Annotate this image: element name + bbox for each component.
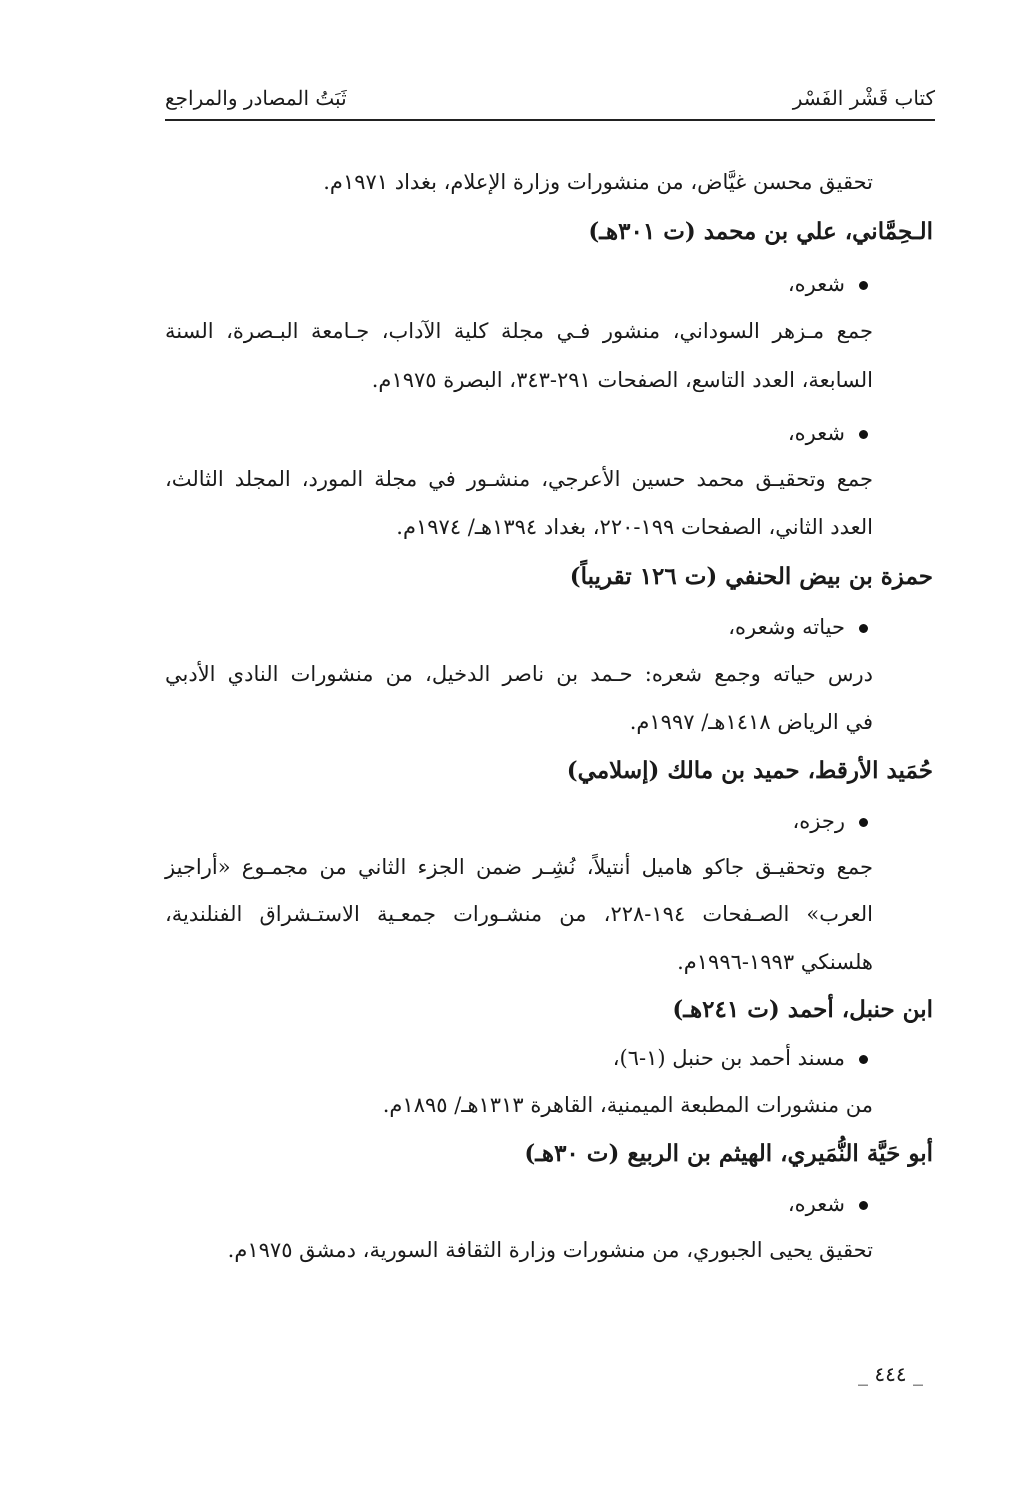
entry-line: من منشورات المطبعة الميمنية، القاهرة ١٣١٣هـ/ ١٨٩٥م. bbox=[382, 1093, 873, 1117]
entry-heading: حُمَيد الأرقط، حميد بن مالك (إسلامي) bbox=[566, 757, 933, 784]
entry-line: تحقيق يحيى الجبوري، من منشورات وزارة الثقافة السورية، دمشق ١٩٧٥م. bbox=[227, 1238, 873, 1262]
bullet-icon bbox=[859, 281, 868, 290]
bullet-text: شعره، bbox=[787, 1192, 845, 1216]
entry-heading: أبو حَيَّة النُّمَيري، الهيثم بن الربيع (ت ٣٠هـ) bbox=[524, 1140, 933, 1167]
entry-heading: ابن حنبل، أحمد (ت ٢٤١هـ) bbox=[672, 996, 933, 1023]
entry-line: جمع مـزهر السوداني، منشور فـي مجلة كلية الآداب، جـامعة البـصرة، السنة bbox=[165, 319, 873, 343]
header-divider bbox=[165, 119, 935, 121]
bullet-item bbox=[788, 421, 868, 446]
bullet-item bbox=[613, 1046, 868, 1071]
bullet-item bbox=[788, 272, 868, 297]
bullet-text: حياته وشعره، bbox=[728, 615, 845, 639]
section-title-header: ثَبَتُ المصادر والمراجع bbox=[165, 86, 347, 110]
entry-line: هلسنكي ١٩٩٣-١٩٩٦م. bbox=[677, 950, 873, 974]
entry-line: السابعة، العدد التاسع، الصفحات ٢٩١-٣٤٣، البصرة ١٩٧٥م. bbox=[371, 368, 873, 392]
entry-heading: الـحِمَّاني، علي بن محمد (ت ٣٠١هـ) bbox=[588, 218, 933, 245]
entry-line: تحقيق محسن غيَّاض، من منشورات وزارة الإعلام، بغداد ١٩٧١م. bbox=[323, 170, 873, 194]
bullet-text: رجزه، bbox=[792, 809, 845, 833]
entry-line: جمع وتحقيـق محمد حسين الأعرجي، منشـور في مجلة المورد، المجلد الثالث، bbox=[165, 467, 873, 491]
entry-line: العدد الثاني، الصفحات ١٩٩-٢٢٠، بغداد ١٣٩٤هـ/ ١٩٧٤م. bbox=[396, 515, 873, 539]
bullet-item bbox=[728, 615, 868, 640]
bullet-icon bbox=[859, 624, 868, 633]
entry-line: في الرياض ١٤١٨هـ/ ١٩٩٧م. bbox=[629, 710, 873, 734]
bullet-icon bbox=[859, 430, 868, 439]
bullet-item bbox=[788, 1192, 868, 1217]
book-title-header: كتاب قَشْر الفَسْر bbox=[792, 86, 935, 110]
entry-line: العرب» الصـفحات ١٩٤-٢٢٨، من منشـورات جمعـية الاستـشراق الفنلندية، bbox=[165, 902, 873, 926]
entry-line: جمع وتحقيـق جاكو هاميل أنتيلاً، نُشِـر ضمن الجزء الثاني من مجمـوع «أراجيز bbox=[165, 855, 873, 879]
bullet-text: شعره، bbox=[787, 272, 845, 296]
bullet-text: مسند أحمد بن حنبل (١-٦)، bbox=[612, 1046, 845, 1070]
bullet-item bbox=[793, 809, 869, 834]
page-number: _ ٤٤٤ _ bbox=[858, 1362, 923, 1386]
bullet-icon bbox=[859, 1201, 868, 1210]
bullet-text: شعره، bbox=[787, 421, 845, 445]
running-header bbox=[165, 82, 935, 122]
bullet-icon bbox=[859, 818, 868, 827]
entry-heading: حمزة بن بيض الحنفي (ت ١٢٦ تقريباً) bbox=[569, 563, 933, 590]
entry-line: درس حياته وجمع شعره: حـمد بن ناصر الدخيل، من منشورات النادي الأدبي bbox=[165, 662, 873, 686]
bullet-icon bbox=[859, 1055, 868, 1064]
